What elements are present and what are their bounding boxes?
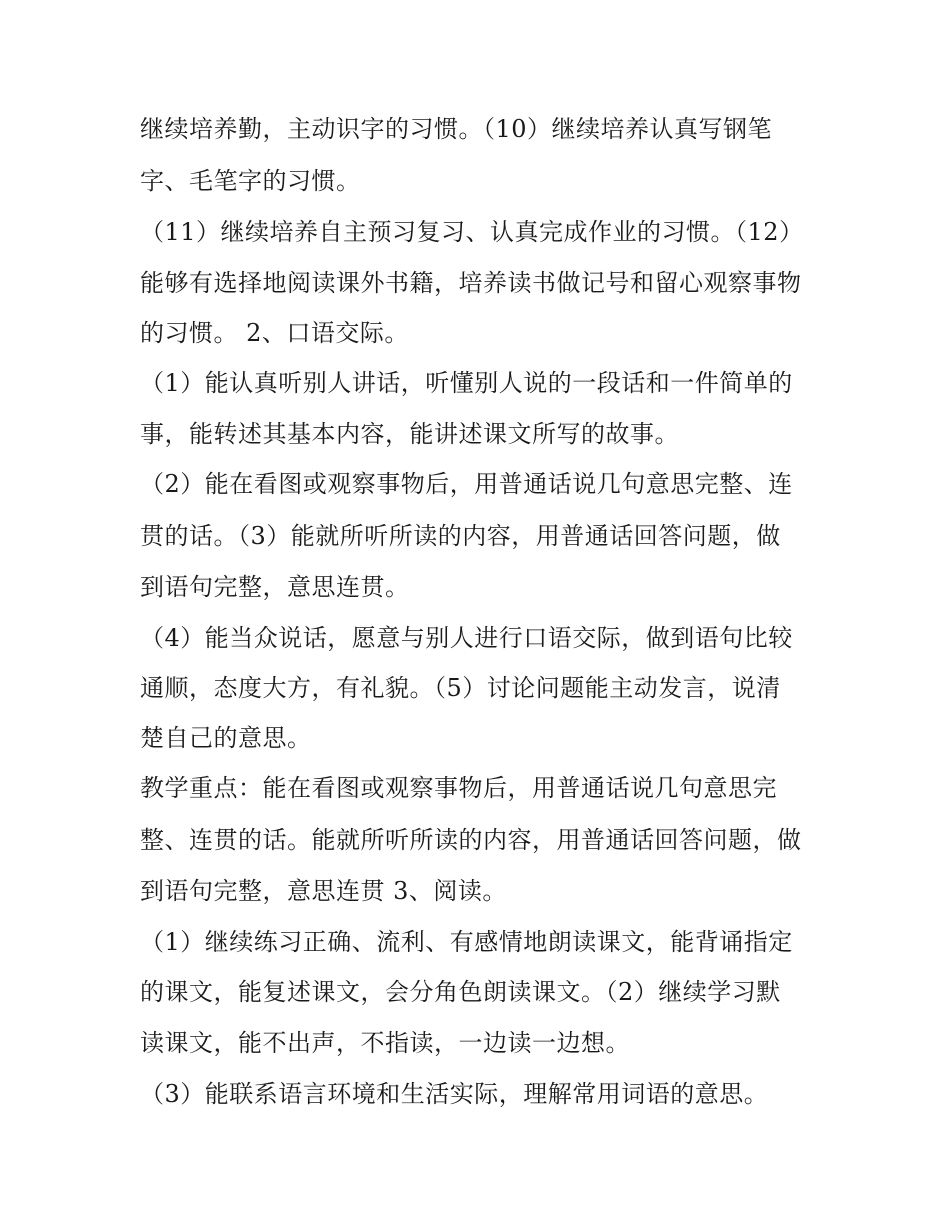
text-line: （4）能当众说话，愿意与别人进行口语交际，做到语句比较 (140, 624, 793, 652)
text-line: 通顺，态度大方，有礼貌。（5）讨论问题能主动发言，说清 (140, 674, 781, 702)
text-line: 读课文，能不出声，不指读，一边读一边想。 (140, 1029, 630, 1057)
text-line: 能够有选择地阅读课外书籍，培养读书做记号和留心观察事物 (140, 269, 802, 297)
text-line: 继续培养勤，主动识字的习惯。（10）继续培养认真写钢笔 (140, 115, 773, 143)
text-line: 教学重点：能在看图或观察事物后，用普通话说几句意思完 (140, 774, 777, 802)
text-line: 的习惯。 2、口语交际。 (140, 319, 409, 347)
text-line: （3）能联系语言环境和生活实际，理解常用词语的意思。 (140, 1080, 769, 1108)
text-line: （1）继续练习正确、流利、有感情地朗读课文，能背诵指定 (140, 928, 793, 956)
text-line: 贯的话。（3）能就所听所读的内容，用普通话回答问题，做 (140, 522, 781, 550)
text-line: 事，能转述其基本内容，能讲述课文所写的故事。 (140, 420, 679, 448)
text-line: 到语句完整，意思连贯。 (140, 573, 410, 601)
text-line: 到语句完整，意思连贯 3、阅读。 (140, 877, 507, 905)
text-line: 楚自己的意思。 (140, 724, 312, 752)
text-line: 的课文，能复述课文，会分角色朗读课文。（2）继续学习默 (140, 978, 781, 1006)
text-line: （1）能认真听别人讲话，听懂别人说的一段话和一件简单的 (140, 369, 793, 397)
text-line: 整、连贯的话。能就所听所读的内容，用普通话回答问题，做 (140, 826, 802, 854)
text-line: （11）继续培养自主预习复习、认真完成作业的习惯。（12） (140, 218, 804, 246)
text-line: （2）能在看图或观察事物后，用普通话说几句意思完整、连 (140, 470, 793, 498)
text-line: 字、毛笔字的习惯。 (140, 167, 361, 195)
